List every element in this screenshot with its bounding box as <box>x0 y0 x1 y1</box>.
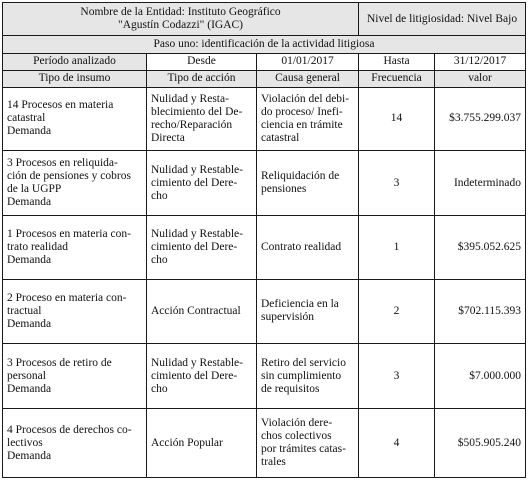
causa-cell-line: Retiro del servicio <box>261 356 346 369</box>
to-date: 31/12/2017 <box>435 54 526 71</box>
column-header: Tipo de acción <box>147 70 257 87</box>
accion-cell-line: cimiento del Dere- <box>151 369 238 382</box>
accion-cell <box>147 151 257 216</box>
period-label: Período analizado <box>3 54 147 71</box>
accion-cell-line: recho/Reparación <box>151 118 233 131</box>
to-label: Hasta <box>359 54 435 71</box>
from-date: 01/01/2017 <box>257 54 359 71</box>
insumo-cell-line: ción de pensiones y cobros <box>7 170 131 183</box>
accion-cell-line: cho <box>151 189 168 202</box>
causa-cell-line: Reliquidación de <box>261 170 340 183</box>
table-row <box>3 279 526 344</box>
insumo-cell-line: 1 Procesos en materia con- <box>7 227 131 240</box>
insumo-cell-line: trato realidad <box>7 240 68 253</box>
accion-cell-line: Acción Contractual <box>151 304 241 317</box>
frecuencia-cell: 1 <box>359 215 435 279</box>
step-title: Paso uno: identificación de la actividad litigiosa <box>3 36 526 54</box>
entity-name-cell <box>3 3 359 36</box>
insumo-cell <box>3 215 147 279</box>
causa-cell-line: trales <box>261 456 286 469</box>
valor-cell: $505.905.240 <box>435 409 526 478</box>
causa-cell <box>257 87 359 151</box>
valor-cell: $395.052.625 <box>435 215 526 279</box>
insumo-cell-line: Demanda <box>7 125 52 138</box>
table-row <box>3 344 526 409</box>
accion-cell-line: Nulidad y Restable- <box>151 227 243 240</box>
insumo-cell-line: Demanda <box>7 253 52 266</box>
insumo-cell-line: 4 Procesos de derechos co- <box>7 423 132 436</box>
causa-cell-line: por trámites catas- <box>261 443 346 456</box>
insumo-cell-line: Demanda <box>7 317 52 330</box>
causa-cell-line: Deficiencia en la <box>261 298 339 311</box>
column-header: Causa general <box>257 70 359 87</box>
column-header: Tipo de insumo <box>3 70 147 87</box>
entity-name-line1: Nombre de la Entidad: Instituto Geográfico <box>80 6 281 19</box>
insumo-cell <box>3 151 147 216</box>
from-label: Desde <box>147 54 257 71</box>
causa-cell <box>257 279 359 344</box>
insumo-cell <box>3 279 147 344</box>
accion-cell-line: Acción Popular <box>151 436 223 449</box>
accion-cell-line: Directa <box>151 131 185 144</box>
frecuencia-cell: 14 <box>359 87 435 151</box>
litigation-table <box>2 2 526 478</box>
causa-cell <box>257 151 359 216</box>
insumo-cell-line: catastral <box>7 112 46 125</box>
table-row <box>3 151 526 216</box>
insumo-cell-line: 3 Procesos en reliquida- <box>7 157 118 170</box>
frecuencia-cell: 3 <box>359 151 435 216</box>
accion-cell-line: Nulidad y Restable- <box>151 163 243 176</box>
litigation-table-sheet <box>2 2 525 478</box>
accion-cell <box>147 215 257 279</box>
column-header: valor <box>435 70 526 87</box>
accion-cell-line: blecimiento del De- <box>151 105 243 118</box>
insumo-cell-line: lectivos <box>7 436 43 449</box>
insumo-cell <box>3 409 147 478</box>
insumo-cell-line: Demanda <box>7 449 52 462</box>
insumo-cell-line: 3 Procesos de retiro de <box>7 356 112 369</box>
accion-cell <box>147 344 257 409</box>
insumo-cell-line: tractual <box>7 304 42 317</box>
accion-cell-line: Nulidad y Restable- <box>151 356 243 369</box>
causa-cell-line: catastral <box>261 131 300 144</box>
insumo-cell-line: 14 Procesos en materia <box>7 99 114 112</box>
insumo-cell <box>3 344 147 409</box>
column-header: Frecuencia <box>359 70 435 87</box>
causa-cell <box>257 215 359 279</box>
causa-cell-line: Violación dere- <box>261 417 333 430</box>
valor-cell: $7.000.000 <box>435 344 526 409</box>
accion-cell <box>147 409 257 478</box>
causa-cell-line: supervisión <box>261 311 315 324</box>
litigiosity-level-cell: Nivel de litigiosidad: Nivel Bajo <box>359 3 526 36</box>
valor-cell: $702.115.393 <box>435 279 526 344</box>
accion-cell-line: cimiento del Dere- <box>151 240 238 253</box>
entity-name-line2: "Agustín Codazzi" (IGAC) <box>118 19 244 32</box>
causa-cell-line: de requisitos <box>261 382 320 395</box>
insumo-cell-line: de la UGPP <box>7 183 62 196</box>
insumo-cell-line: Demanda <box>7 196 52 209</box>
accion-cell-line: Nulidad y Resta- <box>151 92 229 105</box>
frecuencia-cell: 3 <box>359 344 435 409</box>
causa-cell-line: chos colectivos <box>261 430 332 443</box>
causa-cell-line: Contrato realidad <box>261 240 342 253</box>
insumo-cell-line: 2 Proceso en materia con- <box>7 291 127 304</box>
table-row <box>3 409 526 478</box>
insumo-cell-line: personal <box>7 369 46 382</box>
causa-cell-line: sin cumplimiento <box>261 369 342 382</box>
causa-cell-line: Violación del debi- <box>261 92 350 105</box>
insumo-cell <box>3 87 147 151</box>
insumo-cell-line: Demanda <box>7 382 52 395</box>
causa-cell <box>257 409 359 478</box>
accion-cell-line: cimiento del Dere- <box>151 176 238 189</box>
table-row <box>3 87 526 151</box>
valor-cell: Indeterminado <box>435 151 526 216</box>
valor-cell: $3.755.299.037 <box>435 87 526 151</box>
causa-cell-line: do proceso/ Inefi- <box>261 105 343 118</box>
accion-cell <box>147 87 257 151</box>
accion-cell <box>147 279 257 344</box>
accion-cell-line: cho <box>151 382 168 395</box>
causa-cell-line: pensiones <box>261 183 307 196</box>
causa-cell-line: ciencia en trámite <box>261 118 343 131</box>
accion-cell-line: cho <box>151 253 168 266</box>
frecuencia-cell: 4 <box>359 409 435 478</box>
frecuencia-cell: 2 <box>359 279 435 344</box>
table-row <box>3 215 526 279</box>
causa-cell <box>257 344 359 409</box>
